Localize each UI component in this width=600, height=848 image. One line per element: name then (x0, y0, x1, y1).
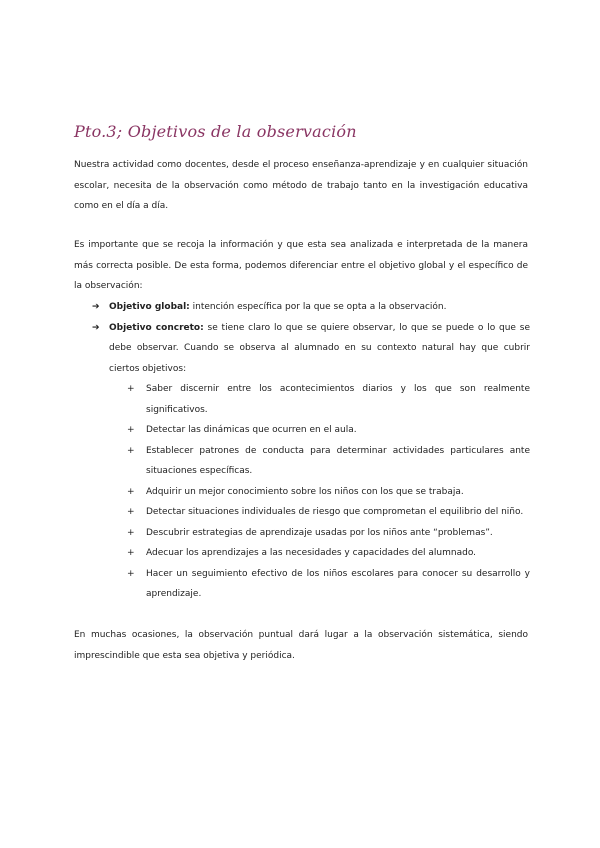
plus-icon: + (127, 548, 135, 558)
list-item: + Saber discernir entre los acontecimientos diarios y los que son realmente significativos. (127, 379, 530, 420)
objectives-list (92, 297, 530, 605)
bullet-label: Objetivo global: (109, 302, 190, 312)
bullet-text: intención específica por la que se opta a la observación. (189, 302, 447, 312)
list-item: + Adquirir un mejor conocimiento sobre los niños con los que se trabaja. (127, 482, 530, 503)
objectives-intro-paragraph: Es importante que se recoja la información y que esta sea analizada e interpretada de la manera más correcta posible. De esta forma, podemos diferenciar entre el objetivo global y el específico de la observación: (74, 240, 528, 291)
list-item: + Adecuar los aprendizajes a las necesidades y capacidades del alumnado. (127, 543, 530, 564)
list-item: + Detectar las dinámicas que ocurren en el aula. (127, 420, 530, 441)
plus-icon: + (127, 425, 135, 435)
plus-icon: + (127, 507, 135, 517)
plus-icon: + (127, 384, 135, 394)
section-heading: Pto.3; Objetivos de la observación (74, 122, 357, 141)
list-item: + Hacer un seguimiento efectivo de los niños escolares para conocer su desarrollo y aprendizaje. (127, 564, 530, 605)
plus-icon: + (127, 527, 135, 538)
specific-objectives-list (127, 379, 530, 605)
list-item: + Detectar situaciones individuales de riesgo que comprometan el equilibrio del niño. (127, 502, 530, 523)
intro-paragraph: Nuestra actividad como docentes, desde el proceso enseñanza-aprendizaje y en cualquier situación escolar, necesita de la observación como método de trabajo tanto en la investigación educativa como en el día a día. (74, 160, 528, 211)
arrow-right-icon: ➔ (92, 322, 100, 333)
plus-icon: + (127, 445, 135, 456)
bullet-objetivo-global (92, 297, 530, 318)
list-item: + Establecer patrones de conducta para determinar actividades particulares ante situaciones específicas. (127, 441, 530, 482)
bullet-objetivo-concreto (92, 318, 530, 605)
bullet-label: Objetivo concreto: (109, 322, 204, 333)
closing-paragraph: En muchas ocasiones, la observación puntual dará lugar a la observación sistemática, siendo imprescindible que esta sea objetiva y periódica. (74, 630, 528, 661)
plus-icon: + (127, 486, 135, 497)
bullet-text: se tiene claro lo que se quiere observar, lo que se puede o lo que se debe observar. Cuando se observa al alumnado en su contexto natural hay que cubrir ciertos objetivos: (109, 322, 531, 374)
list-item: + Descubrir estrategias de aprendizaje usadas por los niños ante “problemas”. (127, 523, 530, 544)
plus-icon: + (127, 568, 135, 579)
arrow-right-icon: ➔ (92, 302, 100, 312)
